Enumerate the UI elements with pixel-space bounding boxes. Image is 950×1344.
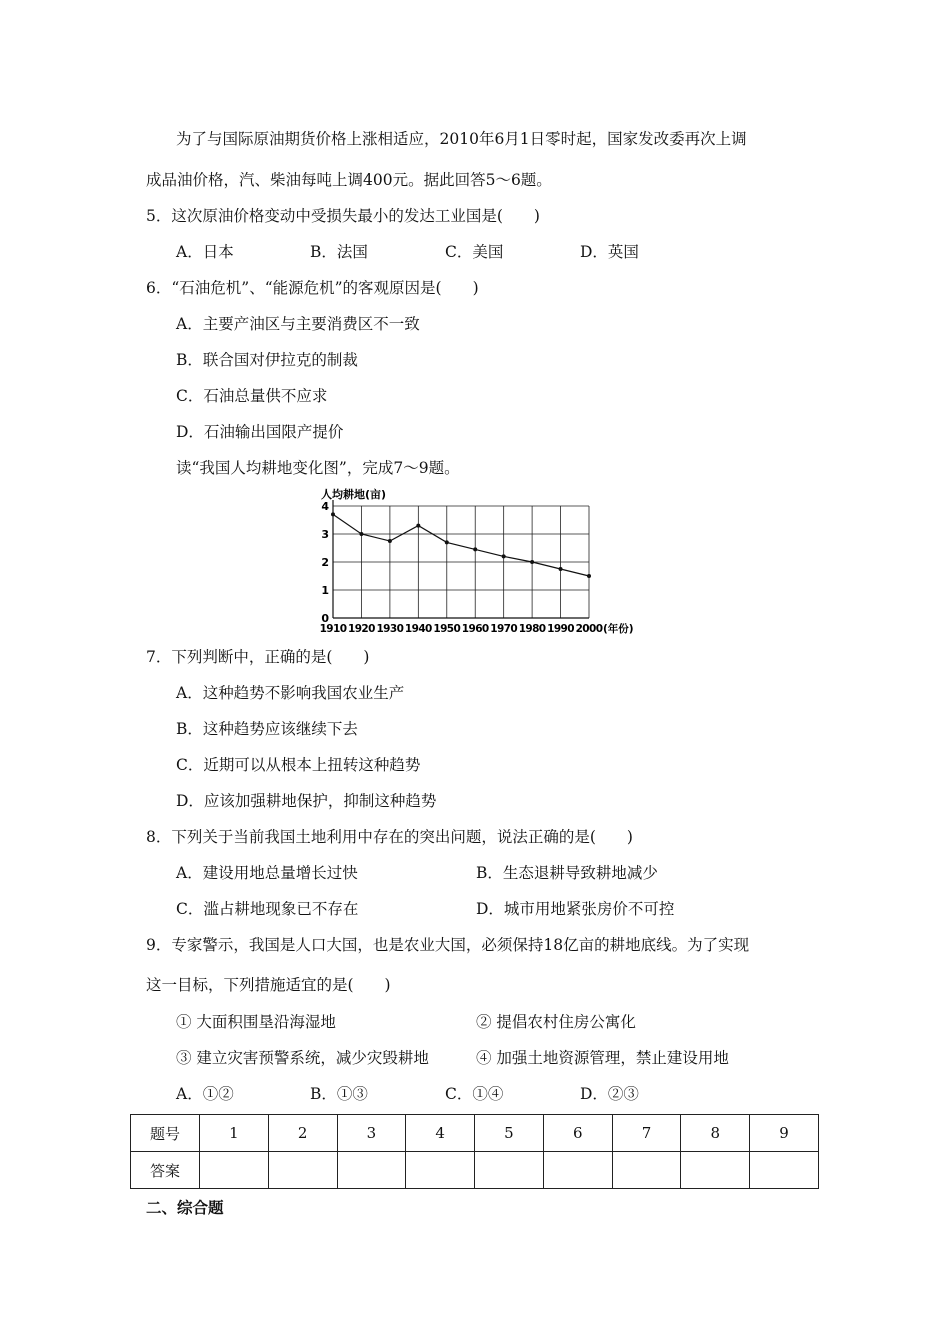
section-2-heading: 二、综合题 bbox=[146, 1199, 224, 1217]
q5-option-c[interactable]: C．美国 bbox=[445, 243, 504, 261]
q6-option-a[interactable]: A．主要产油区与主要消费区不一致 bbox=[176, 315, 420, 333]
y-tick-label: 0 bbox=[321, 612, 329, 625]
intro-line-1: 为了与国际原油期货价格上涨相适应，2010年6月1日零时起，国家发改委再次上调 bbox=[176, 130, 747, 148]
q5-option-a[interactable]: A．日本 bbox=[176, 243, 234, 261]
intro-line-2: 成品油价格，汽、柴油每吨上调400元。据此回答5～6题。 bbox=[146, 171, 552, 189]
q9-option-b[interactable]: B．①③ bbox=[310, 1085, 368, 1103]
q8-option-b[interactable]: B．生态退耕导致耕地减少 bbox=[476, 864, 658, 882]
q7-option-c[interactable]: C．近期可以从根本上扭转这种趋势 bbox=[176, 756, 421, 774]
table-row-numbers bbox=[131, 1115, 819, 1152]
data-point bbox=[530, 560, 534, 564]
chart-ticks bbox=[320, 500, 634, 635]
q6-option-d[interactable]: D．石油输出国限产提价 bbox=[176, 423, 344, 441]
y-tick-label: 1 bbox=[321, 584, 329, 597]
x-tick-label: 1960 bbox=[461, 623, 489, 635]
x-tick-label: 1930 bbox=[376, 623, 404, 635]
row-label-number: 题号 bbox=[131, 1115, 200, 1152]
answer-cell[interactable] bbox=[268, 1152, 337, 1189]
answer-cell[interactable] bbox=[750, 1152, 819, 1189]
data-point bbox=[502, 554, 506, 558]
table-row-answers bbox=[131, 1152, 819, 1189]
x-tick-label: 1970 bbox=[490, 623, 518, 635]
question-number-cell: 9 bbox=[750, 1115, 819, 1152]
data-point bbox=[587, 574, 591, 578]
x-tick-label: 1910 bbox=[319, 623, 347, 635]
question-number-cell: 2 bbox=[268, 1115, 337, 1152]
row-label-answer: 答案 bbox=[131, 1152, 200, 1189]
question-number-cell: 1 bbox=[200, 1115, 269, 1152]
x-tick-label: 1950 bbox=[433, 623, 461, 635]
chart-axes bbox=[333, 500, 589, 618]
q9-option-d[interactable]: D．②③ bbox=[580, 1085, 639, 1103]
answer-cell[interactable] bbox=[475, 1152, 544, 1189]
question-number-cell: 7 bbox=[612, 1115, 681, 1152]
data-point bbox=[445, 540, 449, 544]
answer-cell[interactable] bbox=[612, 1152, 681, 1189]
q6-option-b[interactable]: B．联合国对伊拉克的制裁 bbox=[176, 351, 358, 369]
q9-item-4: ④ 加强土地资源管理，禁止建设用地 bbox=[476, 1049, 729, 1067]
question-9-stem-1: 9．专家警示，我国是人口大国，也是农业大国，必须保持18亿亩的耕地底线。为了实现 bbox=[146, 936, 750, 954]
q8-option-a[interactable]: A．建设用地总量增长过快 bbox=[176, 864, 358, 882]
data-point bbox=[331, 512, 335, 516]
q7-option-a[interactable]: A．这种趋势不影响我国农业生产 bbox=[176, 684, 405, 702]
question-7-stem: 7．下列判断中，正确的是( ) bbox=[146, 648, 370, 666]
x-tick-label: 1940 bbox=[404, 623, 432, 635]
q9-option-a[interactable]: A．①② bbox=[176, 1085, 234, 1103]
question-8-stem: 8．下列关于当前我国土地利用中存在的突出问题，说法正确的是( ) bbox=[146, 828, 633, 846]
y-tick-label: 4 bbox=[321, 500, 329, 513]
answer-cell[interactable] bbox=[406, 1152, 475, 1189]
data-point bbox=[388, 539, 392, 543]
x-tick-label: 2000 bbox=[575, 623, 603, 635]
data-point bbox=[559, 567, 563, 571]
x-tick-label: 1920 bbox=[348, 623, 375, 635]
data-point bbox=[473, 547, 477, 551]
question-number-cell: 6 bbox=[543, 1115, 612, 1152]
answer-table bbox=[130, 1114, 819, 1189]
q9-option-c[interactable]: C．①④ bbox=[445, 1085, 504, 1103]
question-number-cell: 8 bbox=[681, 1115, 750, 1152]
q5-option-b[interactable]: B．法国 bbox=[310, 243, 368, 261]
q7-option-d[interactable]: D．应该加强耕地保护，抑制这种趋势 bbox=[176, 792, 437, 810]
q9-item-2: ② 提倡农村住房公寓化 bbox=[476, 1013, 636, 1031]
arable-land-chart bbox=[315, 486, 645, 638]
question-9-stem-2: 这一目标，下列措施适宜的是( ) bbox=[146, 976, 391, 994]
chart-intro: 读“我国人均耕地变化图”，完成7～9题。 bbox=[176, 459, 460, 477]
chart-grid bbox=[333, 506, 589, 618]
answer-cell[interactable] bbox=[543, 1152, 612, 1189]
answer-cell[interactable] bbox=[200, 1152, 269, 1189]
y-axis-label: 人均耕地(亩) bbox=[321, 488, 387, 501]
y-tick-label: 2 bbox=[321, 556, 329, 569]
q8-option-c[interactable]: C．滥占耕地现象已不存在 bbox=[176, 900, 359, 918]
series-line bbox=[333, 514, 589, 576]
answer-cell[interactable] bbox=[337, 1152, 406, 1189]
y-tick-label: 3 bbox=[321, 528, 329, 541]
question-number-cell: 3 bbox=[337, 1115, 406, 1152]
q7-option-b[interactable]: B．这种趋势应该继续下去 bbox=[176, 720, 358, 738]
q8-option-d[interactable]: D．城市用地紧张房价不可控 bbox=[476, 900, 675, 918]
q9-item-3: ③ 建立灾害预警系统，减少灾毁耕地 bbox=[176, 1049, 429, 1067]
answer-cell[interactable] bbox=[681, 1152, 750, 1189]
question-6-stem: 6．“石油危机”、“能源危机”的客观原因是( ) bbox=[146, 279, 479, 297]
q9-item-1: ① 大面积围垦沿海湿地 bbox=[176, 1013, 336, 1031]
data-point bbox=[416, 524, 420, 528]
question-number-cell: 4 bbox=[406, 1115, 475, 1152]
question-5-stem: 5．这次原油价格变动中受损失最小的发达工业国是( ) bbox=[146, 207, 540, 225]
q6-option-c[interactable]: C．石油总量供不应求 bbox=[176, 387, 328, 405]
x-tick-label: 1990 bbox=[547, 623, 574, 635]
series-points bbox=[331, 512, 591, 578]
question-number-cell: 5 bbox=[475, 1115, 544, 1152]
x-axis-label: (年份) bbox=[603, 623, 634, 635]
data-point bbox=[359, 532, 363, 536]
x-tick-label: 1980 bbox=[518, 623, 546, 635]
q5-option-d[interactable]: D．英国 bbox=[580, 243, 639, 261]
